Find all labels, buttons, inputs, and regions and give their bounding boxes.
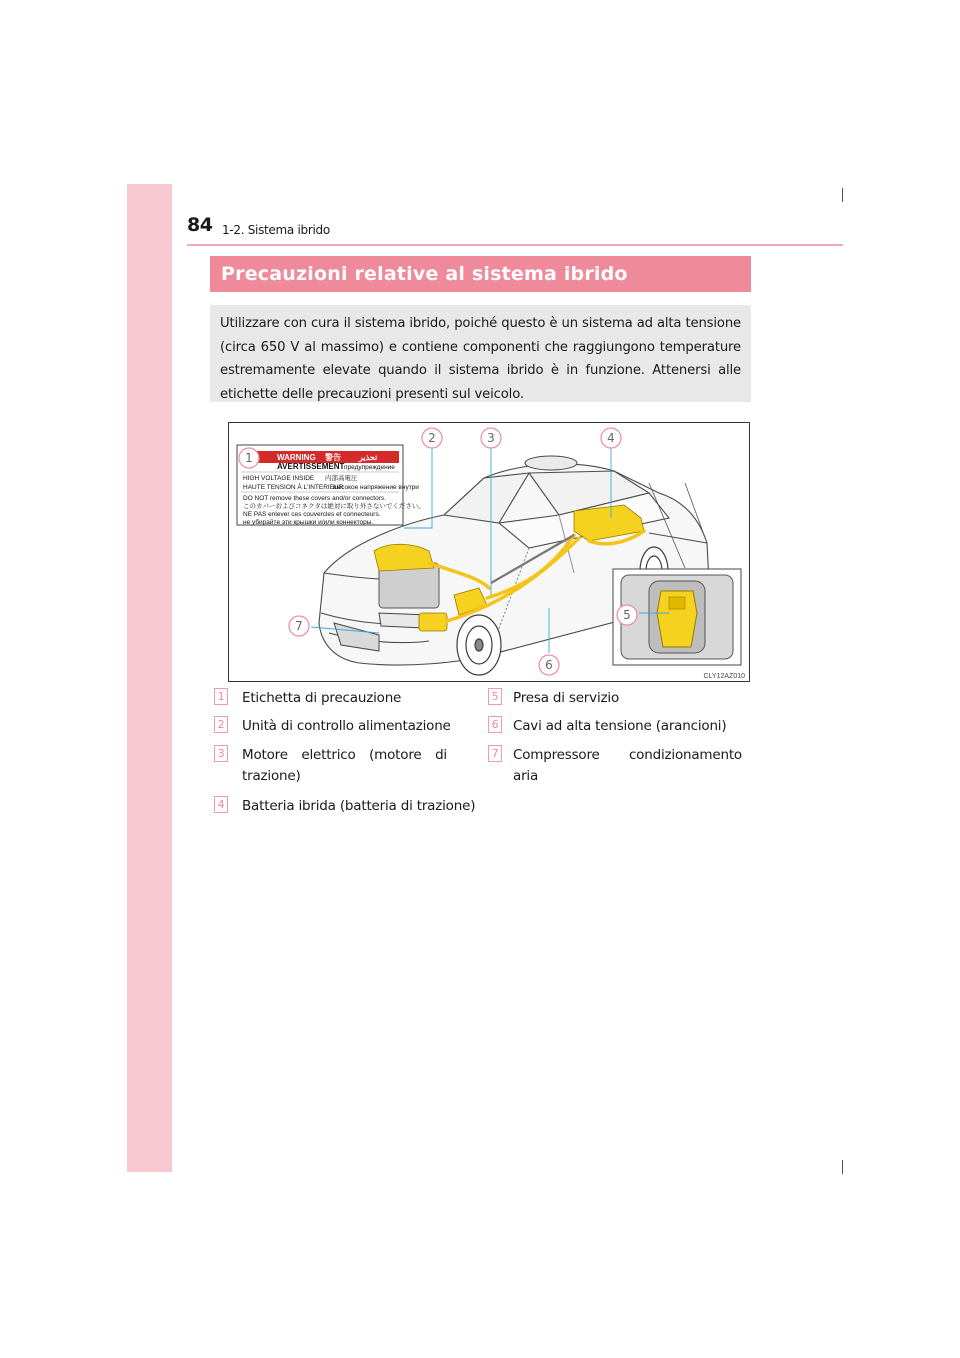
legend-text-2: Unità di controllo alimentazione xyxy=(242,718,451,734)
legend-num-1: 1 xyxy=(214,688,228,705)
section-reference: 1-2. Sistema ibrido xyxy=(222,223,330,237)
callout-5: 5 xyxy=(623,608,631,622)
callout-2: 2 xyxy=(428,431,436,445)
legend-num-4: 4 xyxy=(214,796,228,813)
legend-num-6: 6 xyxy=(488,716,502,733)
label-line5: NE PAS enlever ces couvercles et connecteurs. xyxy=(243,511,381,518)
legend-text-5: Presa di servizio xyxy=(513,690,619,706)
legend-text-3: Motore elettrico (motore di trazione) xyxy=(242,747,447,784)
figure-code: CLY12AZ010 xyxy=(703,673,745,680)
label-line3: DO NOT remove these covers and/or connectors. xyxy=(243,495,386,502)
label-line4: このカバーおよびコネクタは絶対に取り外さないでください。 xyxy=(243,503,425,510)
label-line6: не убирайте эти крышки и/или коннекторы. xyxy=(243,519,374,526)
legend-text-7: Compressore condizionamento aria xyxy=(513,747,742,784)
label-line2-fr: HAUTE TENSION À L'INTERIEUR xyxy=(243,484,344,491)
label-warning-en: WARNING xyxy=(277,453,316,462)
legend-num-2: 2 xyxy=(214,716,228,733)
page-number: 84 xyxy=(187,214,213,236)
label-line2-ru: высокое напряжение внутри xyxy=(333,484,419,491)
label-warning-ar: تحذير xyxy=(359,453,378,462)
legend-text-6: Cavi ad alta tensione (arancioni) xyxy=(513,718,727,734)
side-tab xyxy=(127,184,172,1172)
label-warning-ru: предупреждение xyxy=(344,464,395,471)
legend-text-1: Etichetta di precauzione xyxy=(242,690,402,706)
front-wheel xyxy=(457,615,501,675)
callout-1: 1 xyxy=(245,451,253,465)
legend-num-3: 3 xyxy=(214,745,228,762)
callout-6: 6 xyxy=(545,658,553,672)
header-rule xyxy=(187,244,843,246)
intro-box xyxy=(210,305,751,402)
legend-num-7: 7 xyxy=(488,745,502,762)
hybrid-system-figure xyxy=(228,422,750,682)
crop-mark-bottom xyxy=(842,1160,843,1174)
callout-4: 4 xyxy=(607,431,615,445)
legend-text-4: Batteria ibrida (batteria di trazione) xyxy=(242,798,476,814)
legend-num-5: 5 xyxy=(488,688,502,705)
callout-3: 3 xyxy=(487,431,495,445)
label-warning-fr: AVERTISSEMENT xyxy=(277,462,345,471)
section-title: Precauzioni relative al sistema ibrido xyxy=(210,256,751,292)
intro-text: Utilizzare con cura il sistema ibrido, poiché questo è un sistema ad alta tensione (circa 650 V al massimo) e contiene componenti che raggiungono temperature estremamente elevate quando il sistema ibrido è in funzione. Attenersi alle etichette delle precauzioni presenti sul veicolo. xyxy=(220,316,741,402)
label-line1-en: HIGH VOLTAGE INSIDE xyxy=(243,475,315,482)
label-warning-jp: 警告 xyxy=(325,453,341,462)
warning-label-inset xyxy=(237,445,425,526)
crop-mark-top xyxy=(842,188,843,202)
sunroof xyxy=(525,456,577,470)
hybrid-car-illustration xyxy=(229,423,749,681)
label-line1-jp: 内部高電圧 xyxy=(325,475,358,482)
callout-7: 7 xyxy=(295,619,303,633)
